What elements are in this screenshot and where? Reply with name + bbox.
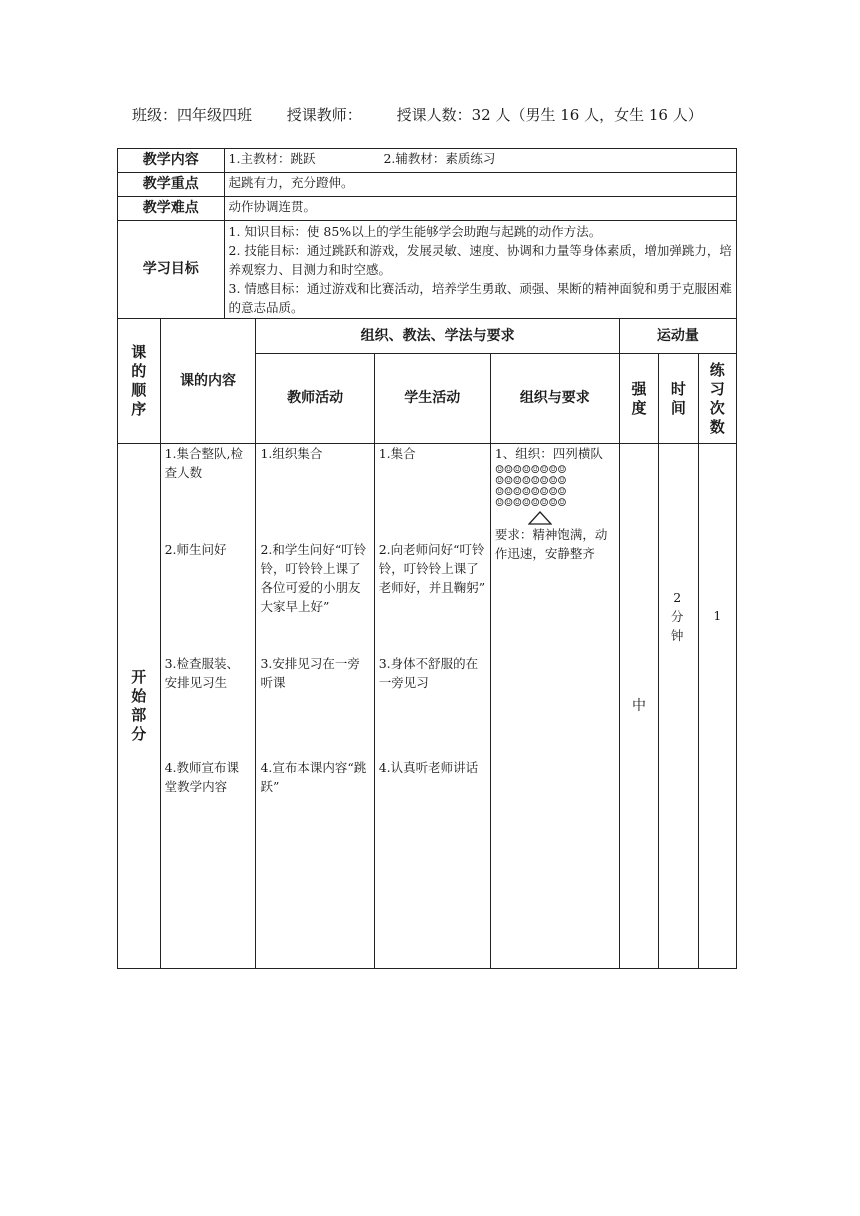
content-label: 教学内容 — [118, 149, 225, 173]
teacher-item-3: 3.安排见习在一旁听课 — [260, 656, 360, 690]
org-title: 1、组织：四列横队 — [494, 446, 603, 461]
lesson-plan-table — [117, 148, 737, 969]
section-contents — [160, 444, 256, 969]
section-name-text: 开始部分 — [131, 668, 147, 743]
goals-label: 学习目标 — [118, 221, 225, 319]
content-value — [224, 149, 736, 173]
content-item-4: 4.教师宣布课堂教学内容 — [164, 760, 240, 794]
formation-row: ☺☺☺☺☺☺☺☺ — [494, 464, 567, 476]
goals-list — [224, 221, 736, 319]
difficulty-value: 动作协调连贯。 — [224, 197, 736, 221]
formation-diagram — [495, 465, 615, 509]
student-header: 学生活动 — [374, 354, 490, 444]
reps-text: 1 — [713, 608, 722, 623]
teacher-item-4: 4.宣布本课内容“跳跃” — [260, 760, 367, 794]
teacher-item-1: 1.组织集合 — [260, 446, 323, 461]
time-header — [659, 354, 698, 444]
intensity-header-text: 强度 — [631, 379, 647, 417]
content-item-2: 2.师生问好 — [164, 542, 227, 557]
goal-emotion: 3. 情感目标：通过游戏和比赛活动，培养学生勇敢、顽强、果断的精神面貌和勇于克服困难的意志品质。 — [228, 281, 732, 315]
goal-skill: 2. 技能目标：通过跳跃和游戏，发展灵敏、速度、协调和力量等身体素质，增加弹跳力，培养观察力、目测力和时空感。 — [228, 243, 732, 277]
goal-knowledge: 1. 知识目标：使 85%以上的学生能够学会助跑与起跳的动作方法。 — [228, 224, 602, 239]
goals-row — [118, 221, 737, 319]
content-item-1: 1.集合整队,检查人数 — [164, 446, 244, 480]
content-header: 课的内容 — [160, 319, 256, 444]
teacher-header: 教师活动 — [256, 354, 374, 444]
reps-header — [698, 354, 736, 444]
focus-row — [118, 173, 737, 197]
class-label: 班级：四年级四班 — [132, 106, 253, 124]
student-item-3: 3.身体不舒服的在一旁见习 — [378, 656, 479, 690]
organization-requirements — [490, 444, 619, 969]
formation-row: ☺☺☺☺☺☺☺☺ — [494, 497, 567, 509]
student-item-1: 1.集合 — [378, 446, 416, 461]
content-main: 1.主教材：跳跃 — [228, 151, 316, 166]
load-header: 运动量 — [619, 319, 736, 354]
teacher-activities — [256, 444, 374, 969]
formation-row: ☺☺☺☺☺☺☺☺ — [494, 475, 567, 487]
intensity-value: 中 — [619, 444, 658, 969]
students-label: 授课人数：32 人（男生 16 人，女生 16 人） — [396, 106, 703, 124]
section-name — [118, 444, 161, 969]
methods-header: 组织、教法、学法与要求 — [256, 319, 619, 354]
student-item-4: 4.认真听老师讲话 — [378, 760, 479, 775]
time-header-text: 时间 — [670, 379, 686, 417]
student-activities — [374, 444, 490, 969]
content-row — [118, 149, 737, 173]
time-value — [659, 444, 698, 969]
focus-label: 教学重点 — [118, 173, 225, 197]
order-header-text: 课的顺序 — [131, 343, 147, 418]
teacher-triangle-icon — [528, 511, 552, 525]
org-block — [495, 444, 615, 563]
teacher-label: 授课教师： — [286, 106, 362, 124]
time-text: 2分钟 — [670, 590, 684, 643]
intensity-header — [619, 354, 658, 444]
focus-value: 起跳有力，充分蹬伸。 — [224, 173, 736, 197]
org-requirement: 要求：精神饱满，动作迅速，安静整齐 — [494, 527, 608, 561]
column-header-row-1 — [118, 319, 737, 354]
start-section-row — [118, 444, 737, 969]
lesson-header — [132, 104, 703, 125]
content-item-3: 3.检查服装、安排见习生 — [164, 656, 240, 690]
reps-header-text: 练习次数 — [709, 360, 725, 436]
content-aux: 2.辅教材：素质练习 — [383, 151, 496, 166]
difficulty-row — [118, 197, 737, 221]
student-item-2: 2.向老师问好“叮铃铃，叮铃铃上课了老师好，并且鞠躬” — [378, 542, 486, 595]
order-header — [118, 319, 161, 444]
org-header: 组织与要求 — [490, 354, 619, 444]
teacher-item-2: 2.和学生问好“叮铃铃，叮铃铃上课了各位可爱的小朋友大家早上好” — [260, 542, 367, 614]
formation-row: ☺☺☺☺☺☺☺☺ — [494, 486, 567, 498]
reps-value — [698, 444, 736, 969]
difficulty-label: 教学难点 — [118, 197, 225, 221]
